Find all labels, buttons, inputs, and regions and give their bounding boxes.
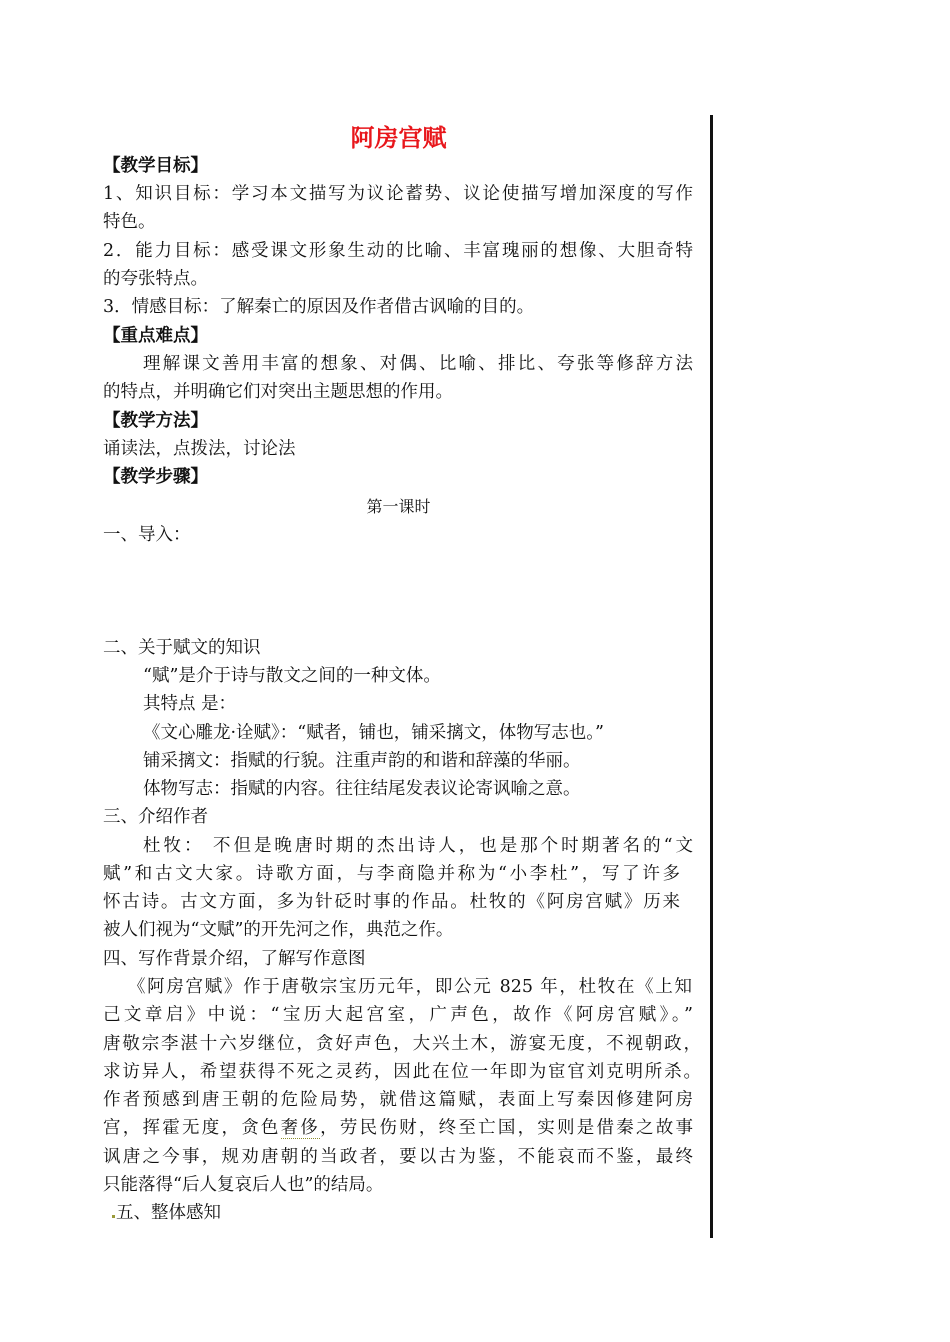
section-fu-knowledge: 二、关于赋文的知识	[103, 638, 261, 658]
fu-line-2: 其特点 是：	[143, 694, 237, 714]
key-points-line-2: 的特点，并明确它们对突出主题思想的作用。	[103, 382, 453, 402]
background-line-2: 己文章启》中说：“宝历大起宫室，广声色，故作《阿房宫赋》。”	[103, 1005, 693, 1025]
vertical-margin-rule	[710, 115, 713, 1238]
anchor-mark	[112, 1215, 115, 1218]
objective-line-2: 特色。	[103, 212, 156, 232]
key-points-heading: 【重点难点】	[103, 326, 208, 346]
section-intro: 一、导入：	[103, 525, 191, 545]
author-line-3: 怀古诗。古文方面，多为针砭时事的作品。杜牧的《阿房宫赋》历来	[103, 892, 680, 912]
emphasized-word: 奢侈	[280, 1118, 321, 1138]
methods-line: 诵读法，点拨法，讨论法	[103, 439, 296, 459]
objectives-heading: 【教学目标】	[103, 156, 208, 176]
fu-line-1: “赋”是介于诗与散文之间的一种文体。	[143, 666, 441, 686]
objective-line-3: 2．能力目标：感受课文形象生动的比喻、丰富瑰丽的想像、大胆奇特	[103, 241, 693, 261]
background-line-7: 讽唐之今事，规劝唐朝的当政者，要以古为鉴，不能哀而不鉴，最终	[103, 1147, 693, 1167]
section-overview-label: 五、整体感知	[116, 1203, 221, 1223]
section-author: 三、介绍作者	[103, 807, 208, 827]
background-line-5: 作者预感到唐王朝的危险局势，就借这篇赋，表面上写秦因修建阿房	[103, 1090, 693, 1110]
key-points-line-1: 理解课文善用丰富的想象、对偶、比喻、排比、夸张等修辞方法	[143, 354, 693, 374]
author-line-4: 被人们视为“文赋”的开先河之作，典范之作。	[103, 920, 454, 940]
page-title: 阿房宫赋	[350, 124, 447, 152]
methods-heading: 【教学方法】	[103, 411, 208, 431]
background-line-4: 求访异人，希望获得不死之灵药，因此在位一年即为宦官刘克明所杀。	[103, 1062, 701, 1082]
steps-heading: 【教学步骤】	[103, 467, 208, 487]
author-line-2: 赋”和古文大家。诗歌方面，与李商隐并称为“小李杜”，写了许多	[103, 864, 680, 884]
fu-line-3: 《文心雕龙·诠赋》：“赋者，铺也，铺采摛文，体物写志也。”	[143, 723, 604, 743]
objective-line-5: 3．情感目标：了解秦亡的原因及作者借古讽喻的目的。	[103, 297, 535, 317]
background-line-1: 《阿房宫赋》作于唐敬宗宝历元年，即公元 825 年，杜牧在《上知	[128, 977, 692, 997]
background-line-6-part-3: ，劳民伤财，终至亡国，实则是借秦之故事	[320, 1118, 693, 1138]
objective-line-4: 的夸张特点。	[103, 269, 208, 289]
background-line-8: 只能落得“后人复哀后人也”的结局。	[103, 1175, 384, 1195]
background-line-6	[103, 1117, 693, 1139]
objective-line-1: 1、知识目标：学习本文描写为议论蓄势、议论使描写增加深度的写作	[103, 184, 693, 204]
fu-line-5: 体物写志：指赋的内容。往往结尾发表议论寄讽喻之意。	[143, 779, 581, 799]
author-line-1: 杜牧： 不但是晚唐时期的杰出诗人，也是那个时期著名的“文	[143, 836, 693, 856]
lesson-title: 第一课时	[366, 497, 431, 516]
fu-line-4: 铺采摛文：指赋的行貌。注重声韵的和谐和辞藻的华丽。	[143, 751, 581, 771]
background-line-3: 唐敬宗李湛十六岁继位，贪好声色，大兴土木，游宴无度，不视朝政，	[103, 1034, 701, 1054]
section-background: 四、写作背景介绍，了解写作意图	[103, 949, 366, 969]
section-overview	[112, 1202, 221, 1224]
background-line-6-part-1: 宫，挥霍无度，贪色	[103, 1118, 281, 1138]
